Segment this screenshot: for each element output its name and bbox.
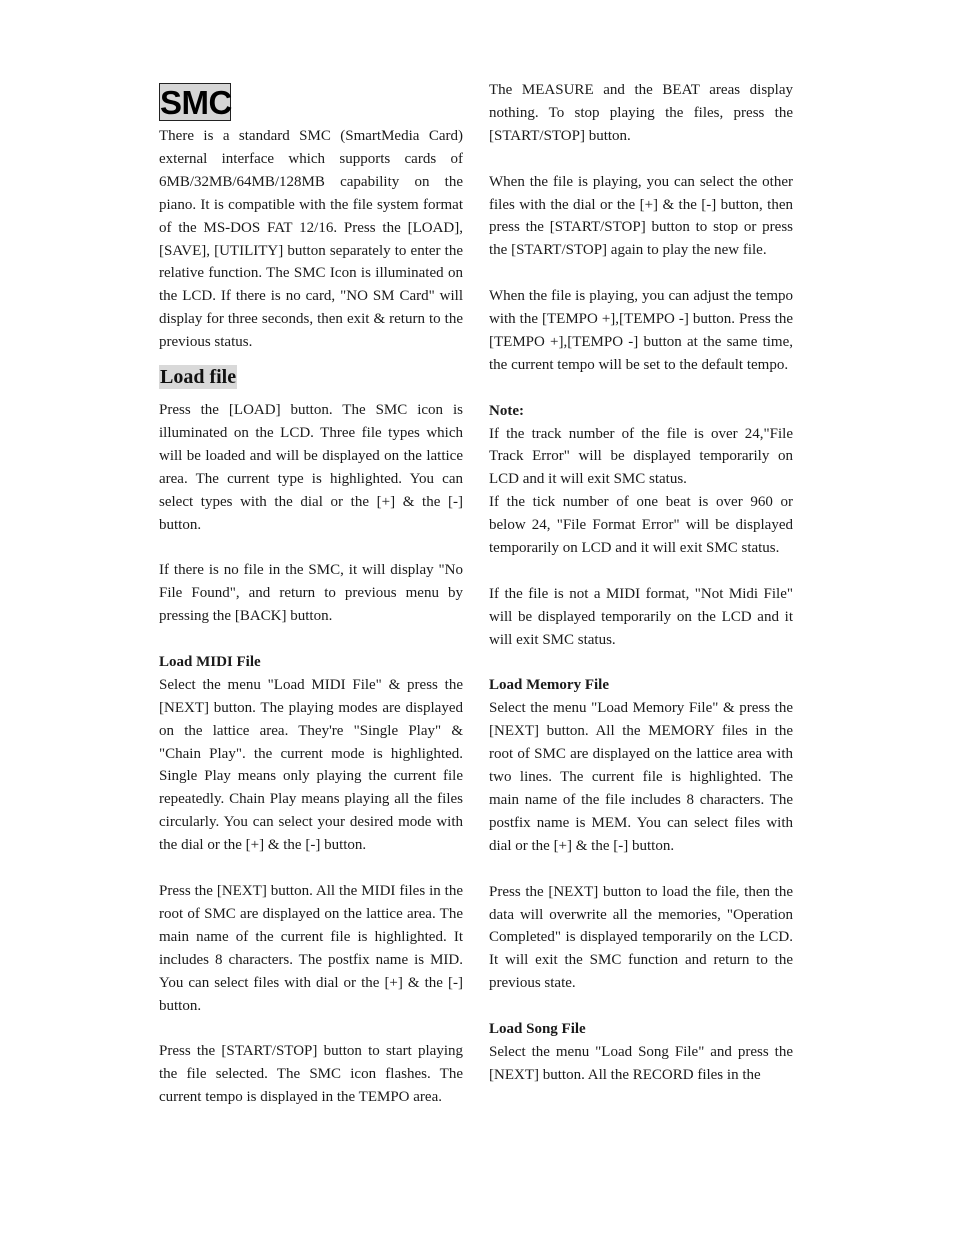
note-paragraph-3: If the file is not a MIDI format, "Not Midi File" will be displayed temporarily on the LCD and it will exit SMC status. <box>489 585 793 648</box>
load-midi-paragraph-6: When the file is playing, you can adjust the tempo with the [TEMPO +],[TEMPO -] button. Press the [TEMPO +],[TEMPO -] button at the same time, the current tempo will be set to the default tempo. <box>489 288 793 373</box>
right-column-body <box>489 79 793 1087</box>
smc-title: SMC <box>160 84 232 121</box>
load-file-heading-wrap <box>159 365 237 391</box>
load-midi-paragraph-2: Press the [NEXT] button. All the MIDI files in the root of SMC are displayed on the lattice area. The main name of the current file is highlighted. It includes 8 characters. The postfix name is MID. You can select files with dial or the [+] & the [-] button. <box>159 882 463 1014</box>
load-file-paragraph-1: Press the [LOAD] button. The SMC icon is illuminated on the LCD. Three file types which will be loaded and will be displayed on the lattice area. The current type is highlighted. You can select types with the dial or the [+] & the [-] button. <box>159 402 463 533</box>
smc-intro-paragraph: There is a standard SMC (SmartMedia Card) external interface which supports cards of 6MB/32MB/64MB/128MB capability on the piano. It is compatible with the file system format of the MS-DOS FAT 12/16. Press the [LOAD], [SAVE], [UTILITY] button separately to enter the relative function. The SMC Icon is illuminated on the LCD. If there is no card, "NO SM Card" will display for three seconds, then exit & return to the previous status. <box>159 128 463 351</box>
left-column-body <box>159 399 463 1109</box>
load-memory-heading: Load Memory File <box>489 677 609 694</box>
load-midi-paragraph-1: Select the menu "Load MIDI File" & press the [NEXT] button. The playing modes are displayed on the lattice area. They're "Single Play" & "Chain Play". the current mode is highlighted. Single Play means only playing the current file repeatedly. Chain Play means playing all the files circularly. You can select your desired mode with the dial or the [+] & the [-] button. <box>159 676 463 854</box>
load-midi-heading: Load MIDI File <box>159 653 261 670</box>
note-heading: Note: <box>489 402 524 419</box>
load-memory-paragraph-1: Select the menu "Load Memory File" & press the [NEXT] button. All the MEMORY files in the root of SMC are displayed on the lattice area with two lines. The current file is highlighted. The main name of the file includes 8 characters. The postfix name is MEM. You can select files with dial or the [+] & the [-] button. <box>489 700 793 854</box>
load-memory-paragraph-2: Press the [NEXT] button to load the file, then the data will overwrite all the memories, "Operation Completed" is displayed temporarily on the LCD. It will exit the SMC function and return to the previous state. <box>489 883 793 992</box>
load-midi-paragraph-3: Press the [START/STOP] button to start playing the file selected. The SMC icon flashes. The current tempo is displayed in the TEMPO area. <box>159 1043 463 1106</box>
load-file-paragraph-2: If there is no file in the SMC, it will display "No File Found", and return to previous menu by pressing the [BACK] button. <box>159 562 463 625</box>
load-midi-paragraph-5: When the file is playing, you can select the other files with the dial or the [+] & the [-] button, then press the [START/STOP] button to stop or press the [START/STOP] again to play the new file. <box>489 173 793 259</box>
load-midi-paragraph-4: The MEASURE and the BEAT areas display nothing. To stop playing the files, press the [START/STOP] button. <box>489 82 793 144</box>
note-paragraph-1: If the track number of the file is over 24,"File Track Error" will be displayed temporarily on LCD and it will exit SMC status. <box>489 425 793 488</box>
note-paragraph-2: If the tick number of one beat is over 960 or below 24, "File Format Error" will be displayed temporarily on LCD and it will exit SMC status. <box>489 494 793 557</box>
load-file-heading: Load file <box>160 366 237 388</box>
load-song-heading: Load Song File <box>489 1021 586 1038</box>
load-song-paragraph-1: Select the menu "Load Song File" and press the [NEXT] button. All the RECORD files in the <box>489 1043 793 1083</box>
